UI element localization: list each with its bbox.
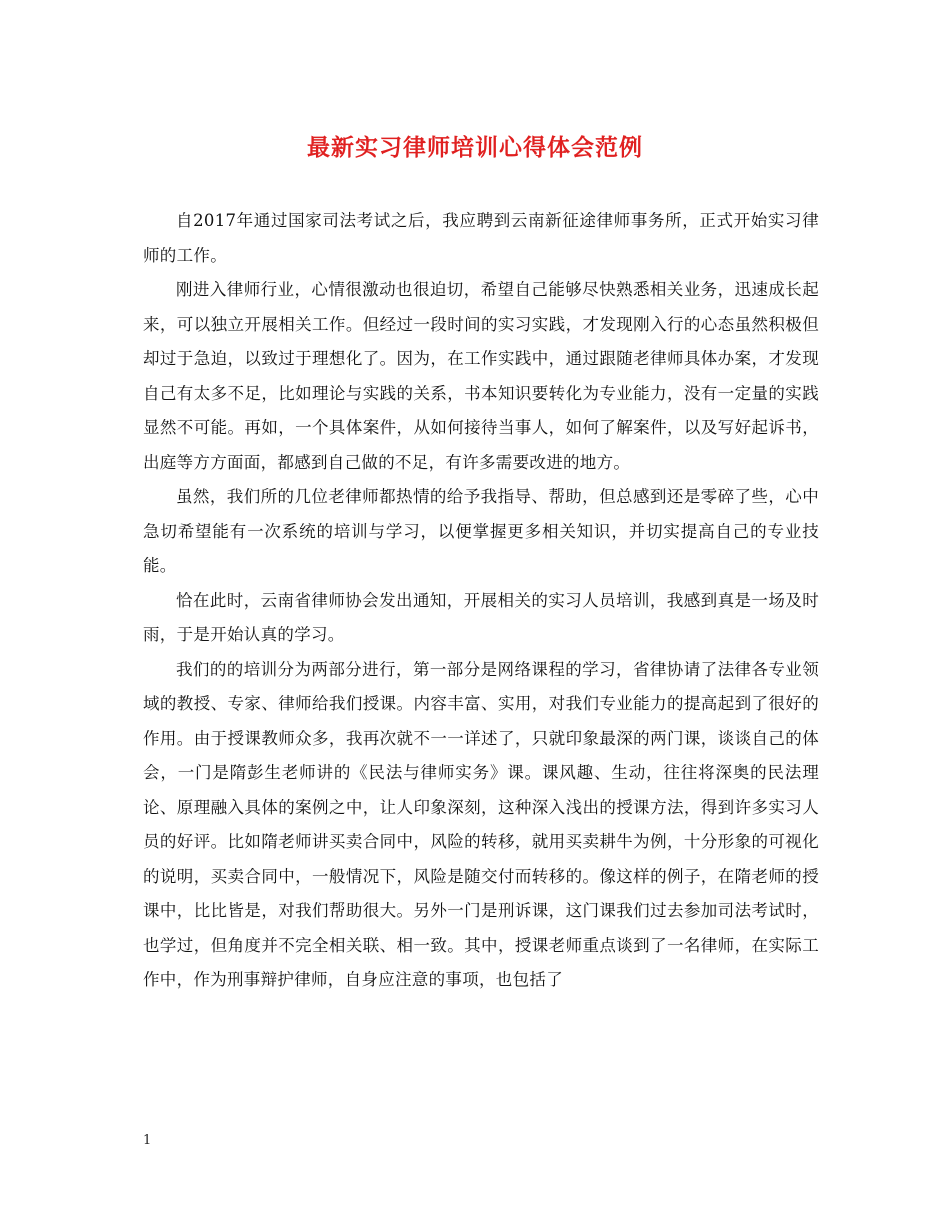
paragraph-5: 我们的的培训分为两部分进行，第一部分是网络课程的学习，省律协请了法律各专业领域的教授、专家、律师给我们授课。内容丰富、实用，对我们专业能力的提高起到了很好的作用。由于授课教师众多，我再次就不一一详述了，只就印象最深的两门课，谈谈自己的体会，一门是隋彭生老师讲的《民法与律师实务》课。课风趣、生动，往往将深奥的民法理论、原理融入具体的案例之中，让人印象深刻，这种深入浅出的授课方法，得到许多实习人员的好评。比如隋老师讲买卖合同中，风险的转移，就用买卖耕牛为例，十分形象的可视化的说明，买卖合同中，一般情况下，风险是随交付而转移的。像这样的例子，在隋老师的授课中，比比皆是，对我们帮助很大。另外一门是刑诉课，这门课我们过去参加司法考试时，也学过，但角度并不完全相关联、相一致。其中，授课老师重点谈到了一名律师，在实际工作中，作为刑事辩护律师，自身应注意的事项，也包括了 (143, 659, 819, 989)
document-title: 最新实习律师培训心得体会范例 (307, 134, 643, 161)
document-body (143, 204, 819, 998)
paragraph-3: 虽然，我们所的几位老律师都热情的给予我指导、帮助，但总感到还是零碎了些，心中急切希望能有一次系统的培训与学习，以便掌握更多相关知识，并切实提高自己的专业技能。 (143, 487, 819, 575)
paragraph-1: 自2017年通过国家司法考试之后，我应聘到云南新征途律师事务所，正式开始实习律师的工作。 (143, 211, 819, 265)
page-number: 1 (143, 1133, 152, 1148)
paragraph-2: 刚进入律师行业，心情很激动也很迫切，希望自己能够尽快熟悉相关业务，迅速成长起来，可以独立开展相关工作。但经过一段时间的实习实践，才发现刚入行的心态虽然积极但却过于急迫，以致过于理想化了。因为，在工作实践中，通过跟随老律师具体办案，才发现自己有太多不足，比如理论与实践的关系，书本知识要转化为专业能力，没有一定量的实践显然不可能。再如，一个具体案件，从如何接待当事人，如何了解案件，以及写好起诉书，出庭等方方面面，都感到自己做的不足，有许多需要改进的地方。 (143, 280, 819, 472)
paragraph-4: 恰在此时，云南省律师协会发出通知，开展相关的实习人员培训，我感到真是一场及时雨，于是开始认真的学习。 (143, 590, 819, 644)
